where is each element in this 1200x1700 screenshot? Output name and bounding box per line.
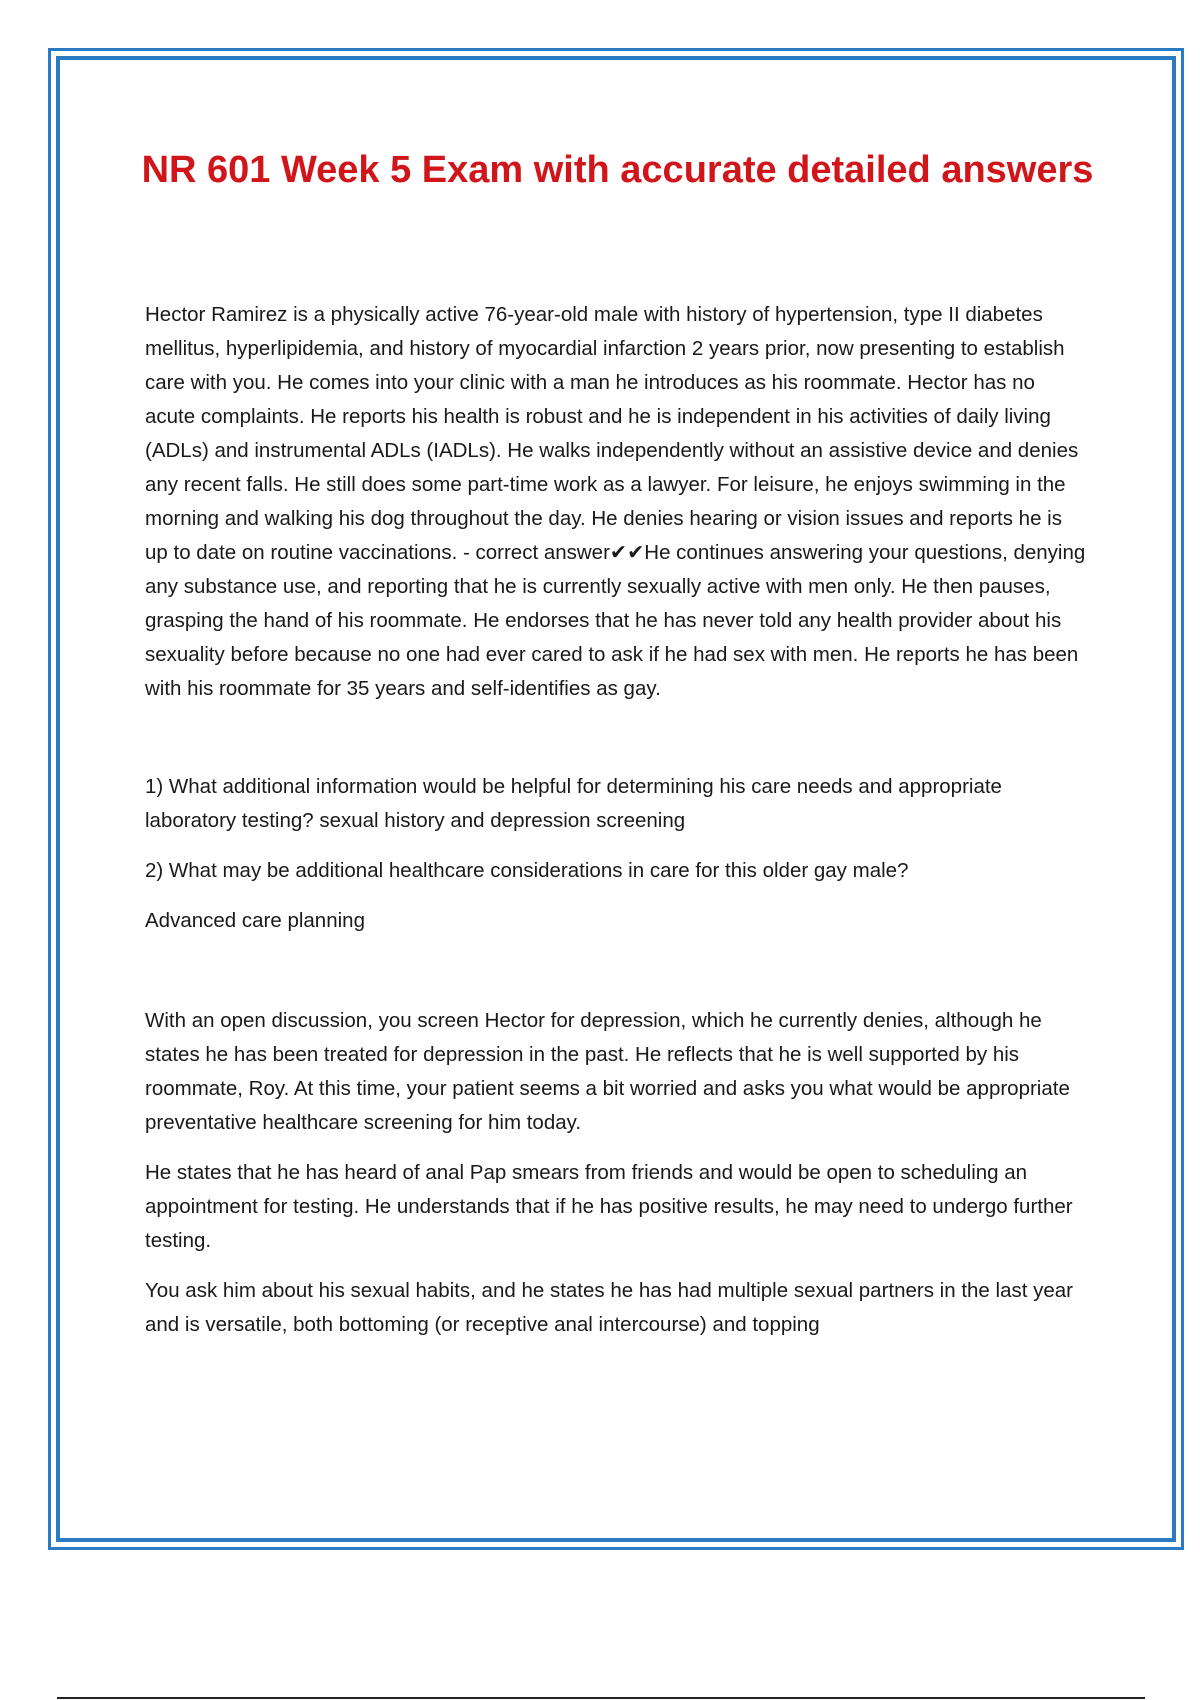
document-body	[141, 140, 1094, 1342]
case-intro-paragraph: Hector Ramirez is a physically active 76-year-old male with history of hypertension, type II diabetes mellitus, hyperlipidemia, and history of myocardial infarction 2 years prior, now presenting to establish care with you. He comes into your clinic with a man he introduces as his roommate. Hector has no acute complaints. He reports his health is robust and he is independent in his activities of daily living (ADLs) and instrumental ADLs (IADLs). He walks independently without an assistive device and denies any recent falls. He still does some part-time work as a lawyer. For leisure, he enjoys swimming in the morning and walking his dog throughout the day. He denies hearing or vision issues and reports he is up to date on routine vaccinations. - correct answer✔✔He continues answering your questions, denying any substance use, and reporting that he is currently sexually active with men only. He then pauses, grasping the hand of his roommate. He endorses that he has never told any health provider about his sexuality before because no one had ever cared to ask if he had sex with men. He reports he has been with his roommate for 35 years and self-identifies as gay.	[145, 303, 1086, 700]
scenario-paragraph-3: You ask him about his sexual habits, and he states he has had multiple sexual partners in the last year and is versatile, both bottoming (or receptive anal intercourse) and topping	[145, 1279, 1073, 1336]
document-title: NR 601 Week 5 Exam with accurate detailed answers	[141, 149, 1094, 191]
footer-divider	[57, 1697, 1145, 1699]
question-1: 1) What additional information would be helpful for determining his care needs and appropriate laboratory testing? sexual history and depression screening	[145, 775, 1002, 832]
scenario-paragraph-2: He states that he has heard of anal Pap smears from friends and would be open to scheduling an appointment for testing. He understands that if he has positive results, he may need to undergo further testing.	[145, 1161, 1073, 1252]
answer-2: Advanced care planning	[145, 909, 365, 932]
question-2: 2) What may be additional healthcare considerations in care for this older gay male?	[145, 859, 909, 882]
scenario-paragraph-1: With an open discussion, you screen Hector for depression, which he currently denies, although he states he has been treated for depression in the past. He reflects that he is well supported by his roommate, Roy. At this time, your patient seems a bit worried and asks you what would be appropriate preventative healthcare screening for him today.	[145, 1009, 1070, 1134]
